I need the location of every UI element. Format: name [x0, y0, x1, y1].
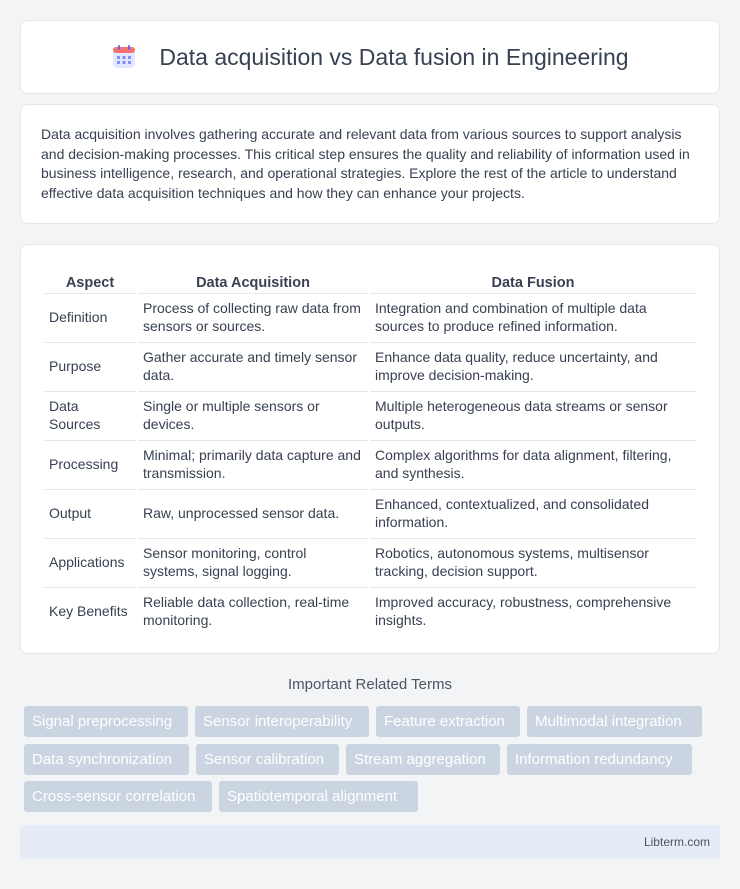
- table-row: [44, 342, 696, 389]
- term-tag[interactable]: Multimodal integration: [527, 706, 702, 737]
- row-aspect: Output: [44, 489, 136, 536]
- term-tag[interactable]: Feature extraction: [376, 706, 520, 737]
- row-acquisition: Single or multiple sensors or devices.: [138, 391, 368, 438]
- related-terms-title: Important Related Terms: [288, 676, 452, 693]
- table-row: [44, 489, 696, 536]
- term-tag[interactable]: Signal preprocessing: [24, 706, 188, 737]
- column-header-data-acquisition: Data Acquisition: [196, 275, 310, 291]
- row-fusion: Multiple heterogeneous data streams or sensor outputs.: [370, 391, 696, 438]
- term-tag[interactable]: Data synchronization: [24, 744, 189, 775]
- row-fusion: Complex algorithms for data alignment, filtering, and synthesis.: [370, 440, 696, 487]
- term-tag[interactable]: Spatiotemporal alignment: [219, 781, 418, 812]
- table-row: [44, 440, 696, 487]
- row-acquisition: Raw, unprocessed sensor data.: [138, 489, 368, 536]
- footer: [20, 825, 720, 859]
- table-row: [44, 293, 696, 340]
- page-title: Data acquisition vs Data fusion in Engineering: [159, 43, 629, 70]
- table-row: [44, 391, 696, 438]
- row-fusion: Enhanced, contextualized, and consolidated information.: [370, 489, 696, 536]
- column-header-aspect: Aspect: [65, 275, 115, 291]
- column-header-data-fusion: Data Fusion: [491, 275, 575, 291]
- row-fusion: Enhance data quality, reduce uncertainty, and improve decision-making.: [370, 342, 696, 389]
- term-tag[interactable]: Stream aggregation: [346, 744, 500, 775]
- row-acquisition: Minimal; primarily data capture and transmission.: [138, 440, 368, 487]
- term-tag[interactable]: Cross-sensor correlation: [24, 781, 212, 812]
- row-aspect: Data Sources: [44, 391, 136, 438]
- calendar-icon: [111, 44, 137, 70]
- footer-site-link[interactable]: Libterm.com: [643, 835, 710, 849]
- row-fusion: Improved accuracy, robustness, comprehensive insights.: [370, 587, 696, 634]
- intro-card: [20, 104, 720, 224]
- row-acquisition: Gather accurate and timely sensor data.: [138, 342, 368, 389]
- row-aspect: Purpose: [44, 342, 136, 389]
- term-tag[interactable]: Information redundancy: [507, 744, 692, 775]
- comparison-table-card: [20, 244, 720, 654]
- header-card: [20, 20, 720, 94]
- row-fusion: Integration and combination of multiple data sources to produce refined information.: [370, 293, 696, 340]
- row-aspect: Applications: [44, 538, 136, 585]
- table-row: [44, 538, 696, 585]
- row-aspect: Key Benefits: [44, 587, 136, 634]
- row-aspect: Processing: [44, 440, 136, 487]
- row-fusion: Robotics, autonomous systems, multisensor tracking, decision support.: [370, 538, 696, 585]
- intro-text: Data acquisition involves gathering accurate and relevant data from various sources to support analysis and decision-making processes. This critical step ensures the quality and reliability of information used in business intelligence, research, and operational strategies. Explore the rest of the article to understand effective data acquisition techniques and how they can enhance your projects.: [41, 126, 690, 201]
- comparison-table: [42, 265, 698, 636]
- table-row: [44, 587, 696, 634]
- row-acquisition: Reliable data collection, real-time monitoring.: [138, 587, 368, 634]
- table-header-row: [44, 267, 696, 291]
- term-tag[interactable]: Sensor interoperability: [195, 706, 369, 737]
- term-tag[interactable]: Sensor calibration: [196, 744, 339, 775]
- row-aspect: Definition: [44, 293, 136, 340]
- row-acquisition: Sensor monitoring, control systems, signal logging.: [138, 538, 368, 585]
- row-acquisition: Process of collecting raw data from sensors or sources.: [138, 293, 368, 340]
